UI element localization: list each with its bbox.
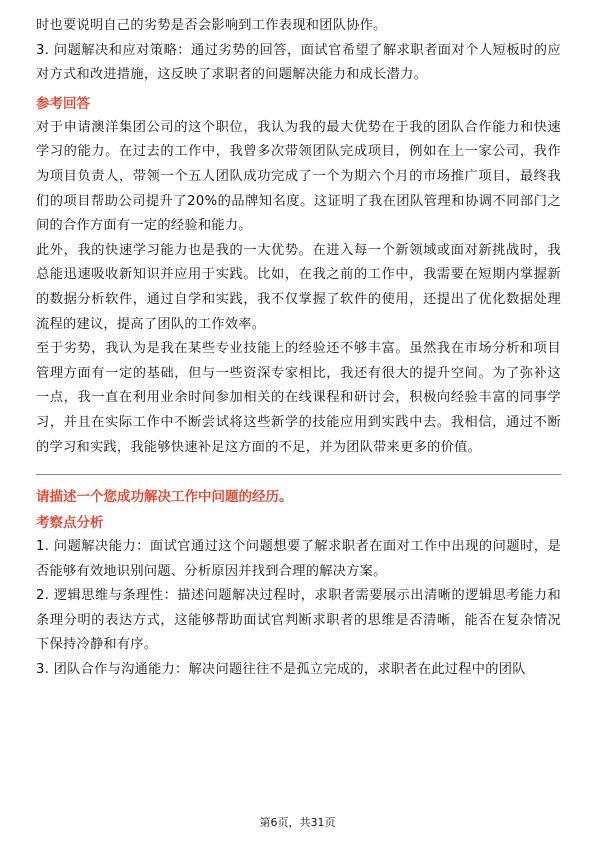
analysis-heading: 考察点分析 <box>36 515 104 532</box>
analysis-item-3: 3. 团队合作与沟通能力：解决问题往往不是孤立完成的，求职者在此过程中的团队 <box>36 662 526 678</box>
continued-line: 时也要说明自己的劣势是否会影响到工作表现和团队协作。 <box>36 18 387 33</box>
analysis-item-2: 2. 逻辑思维与条理性：描述问题解决过程时，求职者需要展示出清晰的逻辑思考能力和条理分明的表达方式，这能够帮助面试官判断求职者的思维是否清晰，能否在复杂情况下保持冷静和有序。 <box>36 588 561 653</box>
answer-paragraph-1: 对于申请澳洋集团公司的这个职位，我认为我的最大优势在于我的团队合作能力和快速学习的能力。在过去的工作中，我曾多次带领团队完成项目，例如在上一家公司，我作为项目负责人，带领一个五人团队成功完成了一个为期六个月的市场推广项目，最终我们的项目帮助公司提升了20%的品牌知名度。这证明了我在团队管理和协调不同部门之间的合作方面有一定的经验和能力。 <box>36 119 561 234</box>
page-number: 第6页，共31页 <box>259 816 336 829</box>
section-divider <box>36 474 561 475</box>
document-page <box>36 14 561 683</box>
reference-answer-heading: 参考回答 <box>36 95 90 112</box>
answer-paragraph-3: 至于劣势，我认为是我在某些专业技能上的经验还不够丰富。虽然我在市场分析和项目管理方面有一定的基础，但与一些资深专家相比，我还有很大的提升空间。为了弥补这一点，我一直在利用业余时间参加相关的在线课程和研讨会，积极向经验丰富的同事学习，并且在实际工作中不断尝试将这些新学的技能应用到实践中去。我相信，通过不断的学习和实践，我能够快速补足这方面的不足，并为团队带来更多的价值。 <box>36 341 561 455</box>
question-title: 请描述一个您成功解决工作中问题的经历。 <box>36 489 293 506</box>
analysis-item-1: 1. 问题解决能力：面试官通过这个问题想要了解求职者在面对工作中出现的问题时，是否能够有效地识别问题、分析原因并找到合理的解决方案。 <box>36 539 561 579</box>
answer-paragraph-2: 此外，我的快速学习能力也是我的一大优势。在进入每一个新领域或面对新挑战时，我总能迅速吸收新知识并应用于实践。比如，在我之前的工作中，我需要在短期内掌握新的数据分析软件，通过自学和实践，我不仅掌握了软件的使用，还提出了优化数据处理流程的建议，提高了团队的工作效率。 <box>36 242 561 332</box>
list-item-3: 3. 问题解决和应对策略：通过劣势的回答，面试官希望了解求职者面对个人短板时的应对方式和改进措施，这反映了求职者的问题解决能力和成长潜力。 <box>36 42 561 83</box>
